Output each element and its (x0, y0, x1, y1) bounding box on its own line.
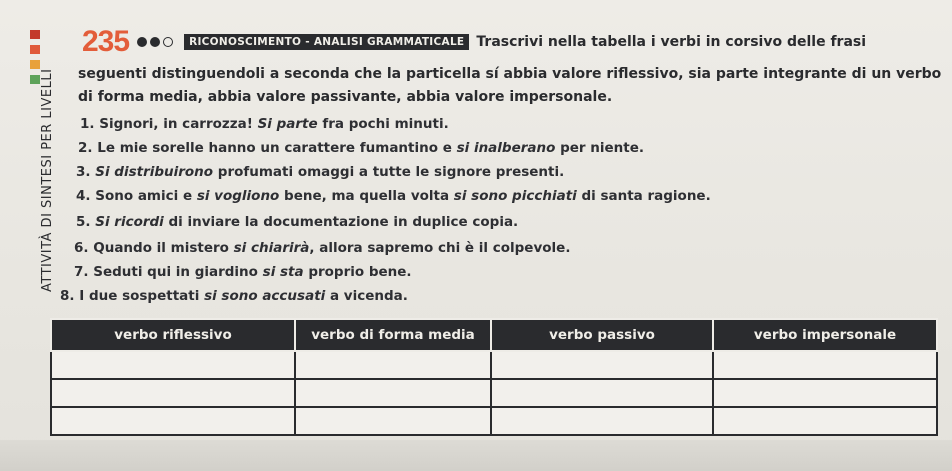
column-header-riflessivo: verbo riflessivo (51, 319, 295, 351)
instruction-line-1: Trascrivi nella tabella i verbi in corsivo delle frasi (476, 34, 867, 50)
answer-cell[interactable] (713, 407, 937, 435)
column-header-forma-media: verbo di forma media (295, 319, 491, 351)
answer-cell[interactable] (491, 407, 713, 435)
instruction-line-3: di forma media, abbia valore passivante, abbia valore impersonale. (78, 89, 613, 105)
difficulty-dot-filled (150, 37, 160, 47)
column-header-passivo: verbo passivo (491, 319, 713, 351)
exercise-item: 1. Signori, in carrozza! Si parte fra pochi minuti. (80, 116, 449, 132)
sidebar-bar (30, 60, 40, 69)
section-tag: RICONOSCIMENTO - ANALISI GRAMMATICALE (184, 34, 469, 50)
exercise-item: 2. Le mie sorelle hanno un carattere fumantino e si inalberano per niente. (78, 140, 645, 156)
exercise-item: 4. Sono amici e si vogliono bene, ma quella volta si sono picchiati di santa ragione. (76, 188, 711, 204)
table-header-row (51, 319, 937, 351)
table-row (51, 351, 937, 379)
answer-cell[interactable] (295, 351, 491, 379)
sidebar-bar (30, 45, 40, 54)
answer-cell[interactable] (295, 379, 491, 407)
answer-cell[interactable] (51, 379, 295, 407)
answer-cell[interactable] (51, 351, 295, 379)
exercise-item: 5. Si ricordi di inviare la documentazione in duplice copia. (76, 214, 519, 230)
sidebar-bar (30, 75, 40, 84)
instruction-line-2: seguenti distinguendoli a seconda che la particella sí abbia valore riflessivo, sia parte integrante di un verbo (78, 66, 942, 82)
answer-cell[interactable] (51, 407, 295, 435)
difficulty-dot-filled (137, 37, 147, 47)
answer-cell[interactable] (295, 407, 491, 435)
column-header-impersonale: verbo impersonale (713, 319, 937, 351)
answer-cell[interactable] (491, 379, 713, 407)
exercise-item: 8. I due sospettati si sono accusati a vicenda. (60, 288, 408, 304)
exercise-header (82, 22, 952, 62)
answer-cell[interactable] (713, 379, 937, 407)
difficulty-dot-empty (163, 37, 173, 47)
sidebar-bar (30, 30, 40, 39)
answer-cell[interactable] (713, 351, 937, 379)
table-row (51, 379, 937, 407)
verb-classification-table (50, 318, 938, 436)
page-bottom-edge (0, 440, 952, 471)
answer-cell[interactable] (491, 351, 713, 379)
sidebar-level-bars (30, 30, 40, 90)
exercise-number: 235 (82, 25, 130, 58)
exercise-item: 3. Si distribuirono profumati omaggi a tutte le signore presenti. (76, 164, 565, 180)
table-row (51, 407, 937, 435)
exercise-item: 7. Seduti qui in giardino si sta proprio bene. (74, 264, 412, 280)
sidebar-section-label: ATTIVITÀ DI SINTESI PER LIVELLI (40, 68, 55, 292)
exercise-item: 6. Quando il mistero si chiarirà, allora sapremo chi è il colpevole. (74, 240, 571, 256)
difficulty-dots (137, 37, 176, 47)
